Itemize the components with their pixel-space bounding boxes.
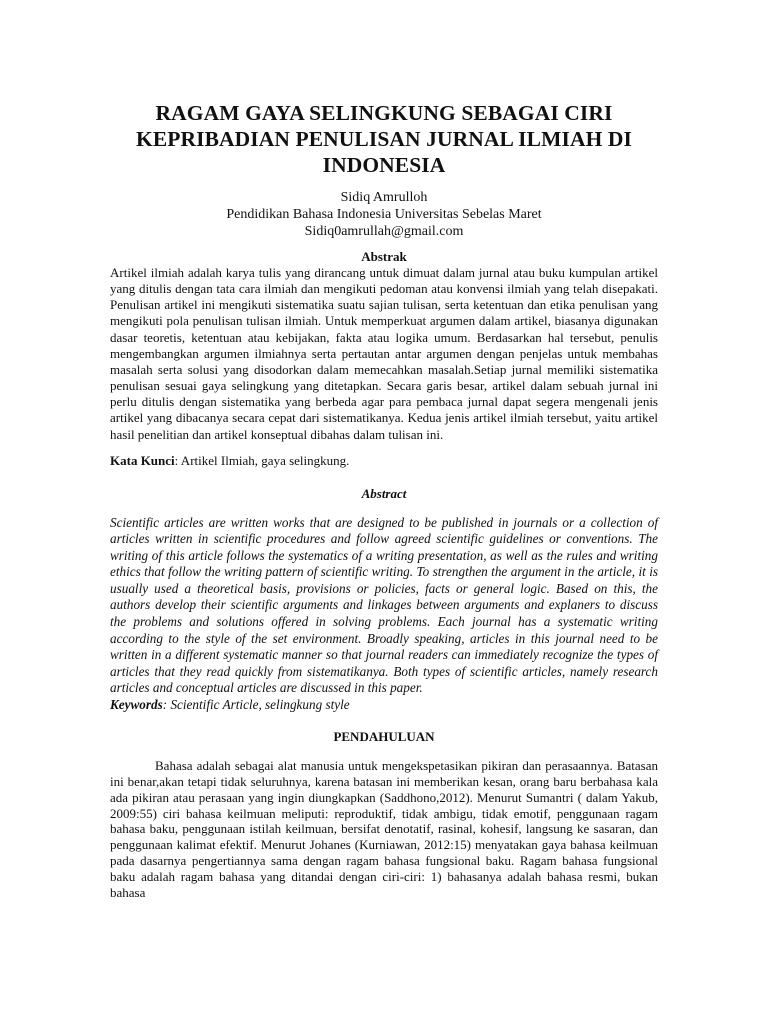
abstract-en-heading: Abstract [361, 485, 407, 501]
abstract-id-text: Artikel ilmiah adalah karya tulis yang dirancang untuk dimuat dalam jurnal atau buku kumpulan artikel yang ditulis dengan tata cara ilmiah dan mengikuti pedoman atau konvensi ilmiah yang telah disepakati. Penulisan artikel ini mengikuti sistematika suatu sajian tulisan, serta ketentuan dan etika penulisan yang mengikuti pola penulisan tulisan ilmiah. Untuk memperkuat argumen dalam artikel, biasanya digunakan dasar teoretis, ketentuan atau kebijakan, fakta atau logika umum. Berdasarkan hal tersebut, penulis mengembangkan argumen ilmiahnya serta pertautan antar argumen dengan penjelas untuk membahas masalah serta solusi yang disodorkan dalam memecahkan masalah.Setiap jurnal memiliki sistematika penulisan sesuai gaya selingkung yang ditetapkan. Secara garis besar, artikel dalam sebuah jurnal ini perlu ditulis dengan sistematika yang berbeda agar para pembaca jurnal dapat segera mengenali jenis artikel yang dibacanya secara cepat dari sistematikanya. Kedua jenis artikel ilmiah tersebut, yaitu artikel hasil penelitian dan artikel konseptual dibahas dalam tulisan ini. [110, 265, 658, 442]
author-name: Sidiq Amrulloh [340, 190, 428, 205]
keywords-id-text: : Artikel Ilmiah, gaya selingkung. [174, 452, 350, 468]
abstract-en-text: Scientific articles are written works that are designed to be published in journals or a collection of articles written in scientific procedures and follow agreed scientific guidelines or conventions. The writing of this article follows the systematics of a writing presentation, as well as the rules and writing ethics that follow the writing pattern of scientific writing. To strengthen the argument in the article, it is usually used a theoretical basis, provisions or policies, facts or general logic. Based on this, the authors develop their scientific arguments and linkages between arguments and explaners to discuss the problems and solutions offered in solving problems. Each journal has a systematic writing according to the style of the set environment. Broadly speaking, articles in this journal need to be written in a different systematic manner so that journal readers can immediately recognize the types of articles that they read quickly from sistematikanya. Both types of scientific articles, namely research articles and conceptual articles are discussed in this paper. [110, 514, 658, 696]
keywords-en-text: : Scientific Article, selingkung style [162, 696, 350, 712]
paper-page [110, 100, 658, 900]
keywords-en-label: Keywords [110, 696, 163, 712]
introduction-text: Bahasa adalah sebagai alat manusia untuk mengekspetasikan pikiran dan perasaannya. Batasan ini benar,akan tetapi tidak seluruhnya, karena batasan ini memberikan kesan, orang baru berbahasa kala ada pikiran atau perasaan yang ingin diungkapkan (Saddhono,2012). Menurut Sumantri ( dalam Yakub, 2009:55) ciri bahasa keilmuan meliputi: reproduktif, tidak ambigu, tidak emotif, penggunaan ragam bahasa baku, penggunaan istilah keilmuan, bersifat denotatif, rasinal, kohesif, langsung ke sasaran, dan penggunaan kalimat efektif. Menurut Johanes (Kurniawan, 2012:15) menyatakan gaya bahasa keilmuan pada dasarnya pengertiannya sama dengan ragam bahasa fungsional baku. Ragam bahasa fungsional baku adalah ragam bahasa yang ditandai dengan ciri-ciri: 1) bahasanya adalah bahasa resmi, bukan bahasa [110, 758, 658, 900]
paper-title: RAGAM GAYA SELINGKUNG SEBAGAI CIRI KEPRIBADIAN PENULISAN JURNAL ILMIAH DI INDONESIA [136, 101, 632, 177]
keywords-id [110, 453, 658, 469]
author-email: Sidiq0amrullah@gmail.com [304, 224, 464, 239]
introduction-heading: PENDAHULUAN [333, 729, 435, 745]
keywords-en [110, 697, 658, 714]
author-affiliation: Pendidikan Bahasa Indonesia Universitas Sebelas Maret [226, 207, 542, 222]
abstract-id-heading: Abstrak [361, 249, 407, 264]
keywords-id-label: Kata Kunci [110, 452, 175, 468]
